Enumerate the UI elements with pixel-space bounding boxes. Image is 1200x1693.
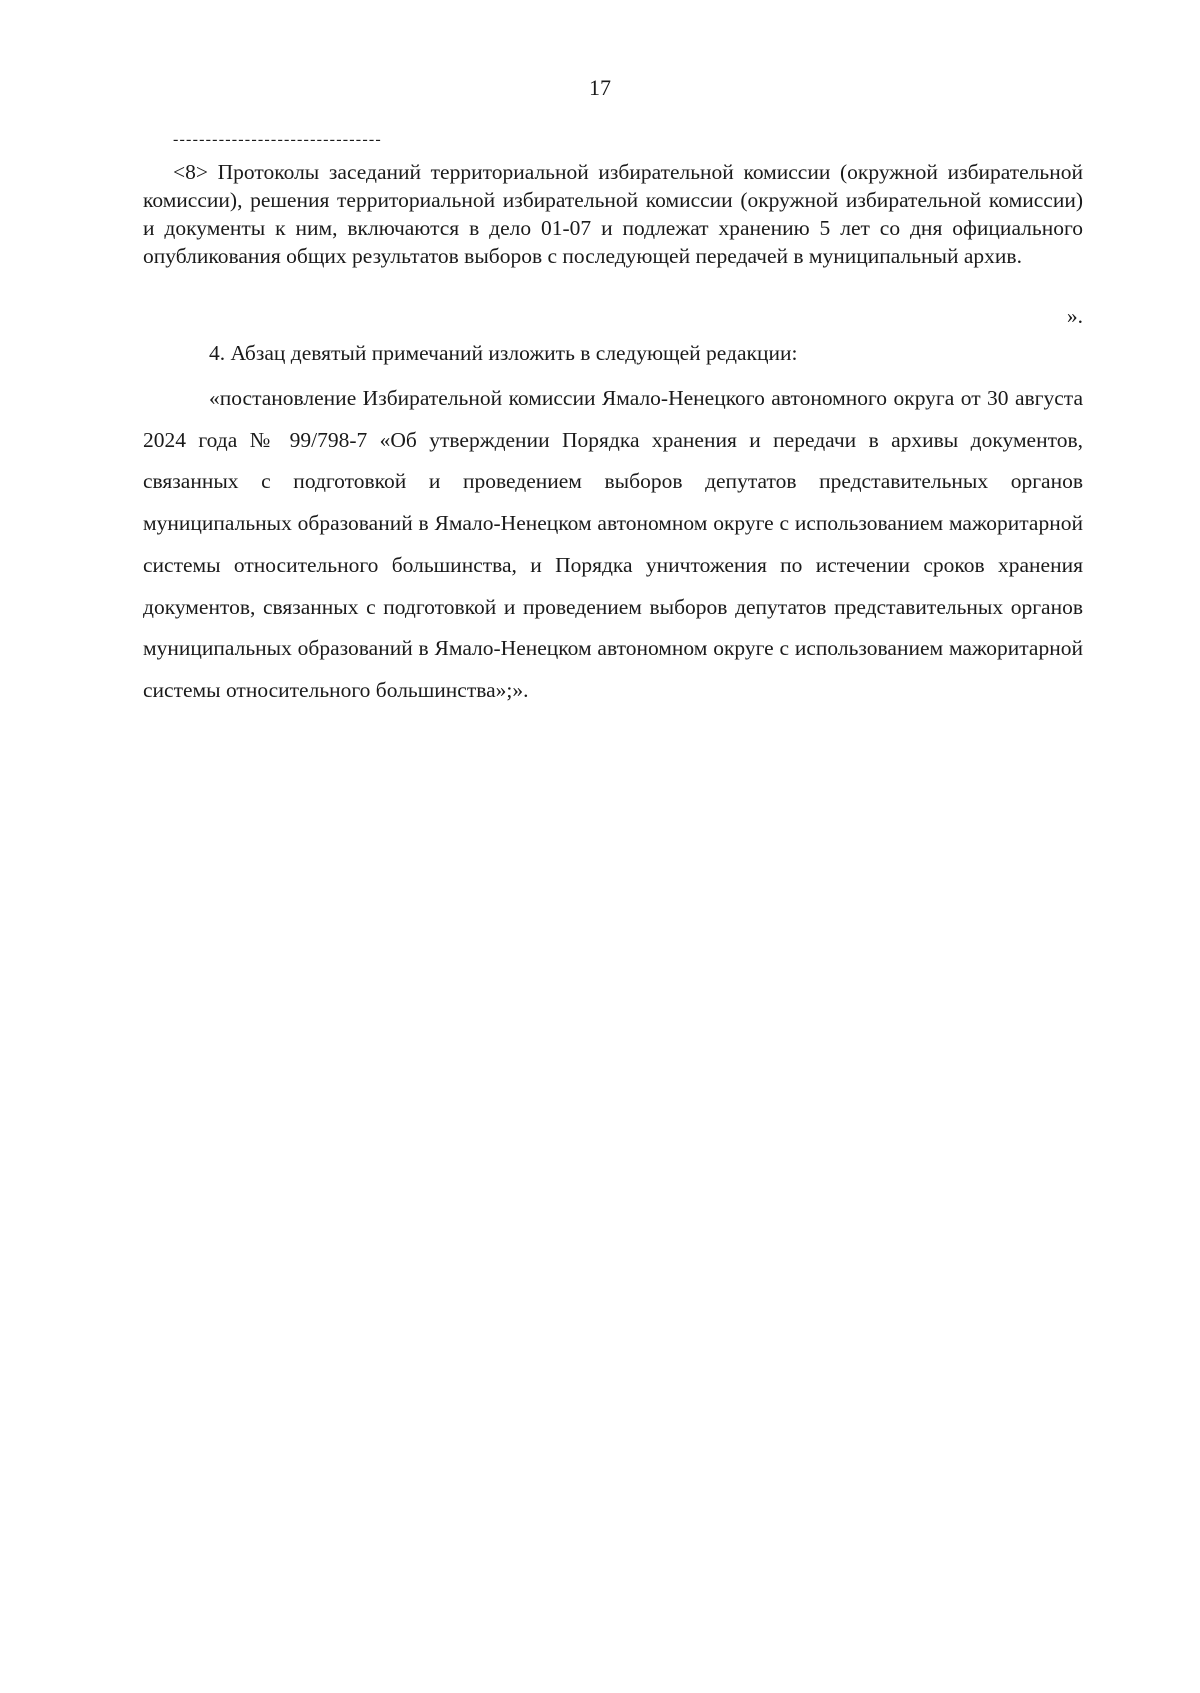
footnote-separator: --------------------------------: [173, 131, 382, 148]
amendment-quote: «постановление Избирательной комиссии Ямало-Ненецкого автономного округа от 30 августа 2024 года № 99/798-7 «Об утверждении Порядка хранения и передачи в архивы документов, связанных с подготовкой и проведением выборов депутатов представительных органов муниципальных образований в Ямало-Ненецком автономном округе с использованием мажоритарной системы относительного большинства, и Порядка уничтожения по истечении сроков хранения документов, связанных с подготовкой и проведением выборов депутатов представительных органов муниципальных образований в Ямало-Ненецком автономном округе с использованием мажоритарной системы относительного большинства»;».: [143, 386, 1083, 702]
footnote-8: <8> Протоколы заседаний территориальной избирательной комиссии (окружной избирательной комиссии), решения территориальной избирательной комиссии (окружной избирательной комиссии) и документы к ним, включаются в дело 01-07 и подлежат хранению 5 лет со дня официального опубликования общих результатов выборов с последующей передачей в муниципальный архив.: [143, 160, 1083, 268]
page-number: 17: [589, 75, 611, 100]
amendment-item-4: 4. Абзац девятый примечаний изложить в следующей редакции:: [209, 341, 798, 365]
footnote-closing-quote: ».: [1066, 304, 1083, 328]
